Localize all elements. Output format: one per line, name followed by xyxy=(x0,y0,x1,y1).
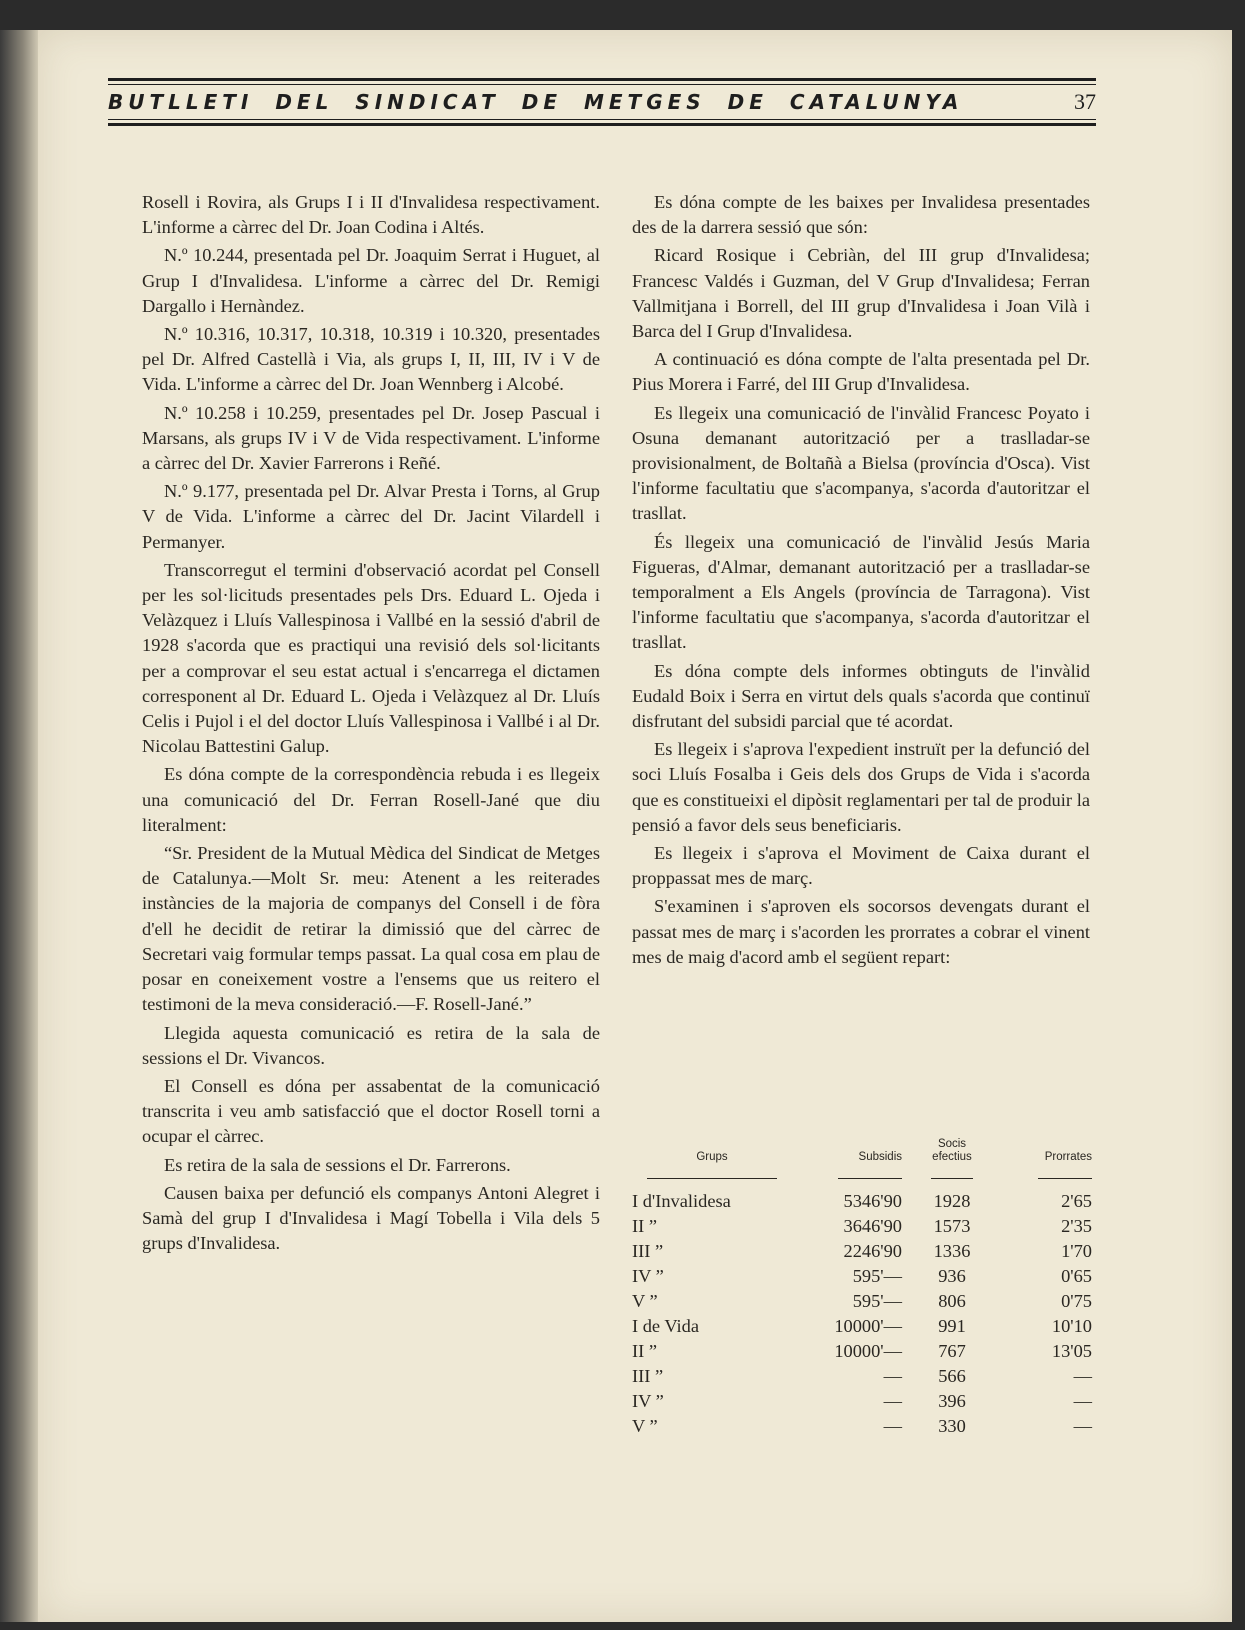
paragraph: A continuació es dóna compte de l'alta presentada pel Dr. Pius Morera i Farré, del III Grup d'Invalidesa. xyxy=(632,349,1090,395)
paragraph: És llegeix una comunicació de l'invàlid Jesús Maria Figueras, d'Almar, demanant autorització per a traslladar-se temporalment a Els Angels (província de Tarragona). Vist l'informe facultatiu que s'acompanya, s'acorda d'autoritzar el trasllat. xyxy=(632,531,1090,653)
paragraph: Transcorregut el termini d'observació acordat pel Consell per les sol·licituds presentades pels Drs. Eduard L. Ojeda i Velàzquez i Lluís Vallespinosa i Vallbé en la sessió d'abril de 1928 s'acorda que es practiqui una revisió dels sol·licitants per a comprovar el seu estat actual i s'encarrega el dictamen corresponent al Dr. Eduard L. Ojeda i Velàzquez al Dr. Lluís Celis i Pujol i el del doctor Lluís Vallespinosa i Vallbé i al Dr. Nicolau Battestini Galup. xyxy=(142,559,600,757)
header-prorrates: Prorrates xyxy=(1002,1138,1092,1189)
header-rule-bottom xyxy=(108,123,1096,126)
running-header xyxy=(108,78,1096,126)
paragraph: Es retira de la sala de sessions el Dr. Farrerons. xyxy=(164,1154,511,1175)
paragraph: Es dóna compte de la correspondència rebuda i es llegeix una comunicació del Dr. Ferran Rosell-Jané que diu literalment: xyxy=(142,764,600,835)
paragraph: Llegida aquesta comunicació es retira de la sala de sessions el Dr. Vivancos. xyxy=(142,1022,600,1068)
paragraph: Causen baixa per defunció els companys Antoni Alegret i Samà del grup I d'Invalidesa i Magí Tobella i Vila dels 5 grups d'Invalidesa. xyxy=(142,1182,600,1254)
paragraph: Es dóna compte de les baixes per Invalidesa presentades des de la darrera sessió que són: xyxy=(632,192,1090,238)
header-subsidis: Subsidis xyxy=(792,1138,902,1189)
paragraph: Rosell i Rovira, als Grups I i II d'Invalidesa respectivament. L'informe a càrrec del Dr. Joan Codina i Altés. xyxy=(142,192,600,238)
table-row: V ” 595'— 806 0'75 xyxy=(632,1291,1092,1311)
header-grups: Grups xyxy=(632,1138,792,1189)
header-socis: Socis efectius xyxy=(902,1138,1002,1189)
table-header-row xyxy=(632,1138,1092,1189)
header-rule-top xyxy=(108,78,1096,81)
header-rule-top-thin xyxy=(108,84,1096,85)
prorrates-table xyxy=(632,1138,1092,1439)
paragraph: Es llegeix i s'aprova el Moviment de Caixa durant el proppassat mes de març. xyxy=(632,843,1090,889)
table-row: IV ” 595'— 936 0'65 xyxy=(632,1266,1092,1286)
page-number: 37 xyxy=(1074,89,1096,114)
paragraph: Es llegeix i s'aprova l'expedient instruït per la defunció del soci Lluís Fosalba i Geis dels dos Grups de Vida i s'acorda que es constitueixi el dipòsit reglamentari per tal de produir la pensió a favor dels seus beneficiaris. xyxy=(632,739,1090,835)
table-row: IV ” — 396 — xyxy=(632,1391,1092,1411)
quoted-letter: “Sr. President de la Mutual Mèdica del Sindicat de Metges de Catalunya.—Molt Sr. meu: Atenent a les reiterades instàncies de la majoria de companys del Consell i de fòra d'ell he decidit de retirar la dimissió que del càrrec de Secretari vaig formular temps passat. La qual cosa em plau de posar en coneixement vostre a l'ensems que us reitero el testimoni de la meva consideració.—F. Rosell-Jané.” xyxy=(142,843,600,1015)
table-row: II ” 3646'90 1573 2'35 xyxy=(632,1216,1092,1236)
journal-title: BUTLLETI DEL SINDICAT DE METGES DE CATALUNYA xyxy=(108,90,964,114)
paragraph: Ricard Rosique i Cebriàn, del III grup d'Invalidesa; Francesc Valdés i Guzman, del V Grup d'Invalidesa; Ferran Vallmitjana i Borrell, del III grup d'Invalidesa i Joan Vilà i Barca del I Grup d'Invalidesa. xyxy=(632,245,1090,342)
table-row: I d'Invalidesa 5346'90 1928 2'65 xyxy=(632,1191,1092,1211)
paragraph: N.º 10.258 i 10.259, presentades pel Dr. Josep Pascual i Marsans, als grups IV i V de Vida respectivament. L'informe a càrrec del Dr. Xavier Farrerons i Reñé. xyxy=(142,402,600,474)
paragraph: Es llegeix una comunicació de l'invàlid Francesc Poyato i Osuna demanant autorització per a traslladar-se provisionalment, de Boltañà a Bielsa (província d'Osca). Vist l'informe facultatiu que s'acompanya, s'acorda d'autoritzar el trasllat. xyxy=(632,402,1090,524)
paragraph: El Consell es dóna per assabentat de la comunicació transcrita i veu amb satisfacció que el doctor Rosell torni a ocupar el càrrec. xyxy=(142,1075,600,1147)
left-column xyxy=(142,190,600,1259)
paragraph: N.º 9.177, presentada pel Dr. Alvar Presta i Torns, al Grup V de Vida. L'informe a càrrec del Dr. Jacint Vilardell i Permanyer. xyxy=(142,481,600,552)
table-row: I de Vida 10000'— 991 10'10 xyxy=(632,1316,1092,1336)
paragraph: N.º 10.244, presentada pel Dr. Joaquim Serrat i Huguet, al Grup I d'Invalidesa. L'informe a càrrec del Dr. Remigi Dargallo i Hernàndez. xyxy=(142,245,600,316)
table-row: V ” — 330 — xyxy=(632,1416,1092,1436)
paragraph: N.º 10.316, 10.317, 10.318, 10.319 i 10.320, presentades pel Dr. Alfred Castellà i Via, als grups I, II, III, IV i V de Vida. L'informe a càrrec del Dr. Joan Wennberg i Alcobé. xyxy=(142,324,600,395)
table-row: III ” — 566 — xyxy=(632,1366,1092,1386)
book-spine xyxy=(0,30,38,1622)
table-row: II ” 10000'— 767 13'05 xyxy=(632,1341,1092,1361)
table-row: III ” 2246'90 1336 1'70 xyxy=(632,1241,1092,1261)
header-rule-bottom-thin xyxy=(108,119,1096,120)
paragraph: Es dóna compte dels informes obtinguts de l'invàlid Eudald Boix i Serra en virtut dels quals s'acorda que continuï disfrutant del subsidi parcial que té acordat. xyxy=(632,660,1090,732)
right-column xyxy=(632,190,1090,973)
paragraph: S'examinen i s'aproven els socorsos devengats durant el passat mes de març i s'acorden les prorrates a cobrar el vinent mes de maig d'acord amb el següent repart: xyxy=(632,896,1090,967)
